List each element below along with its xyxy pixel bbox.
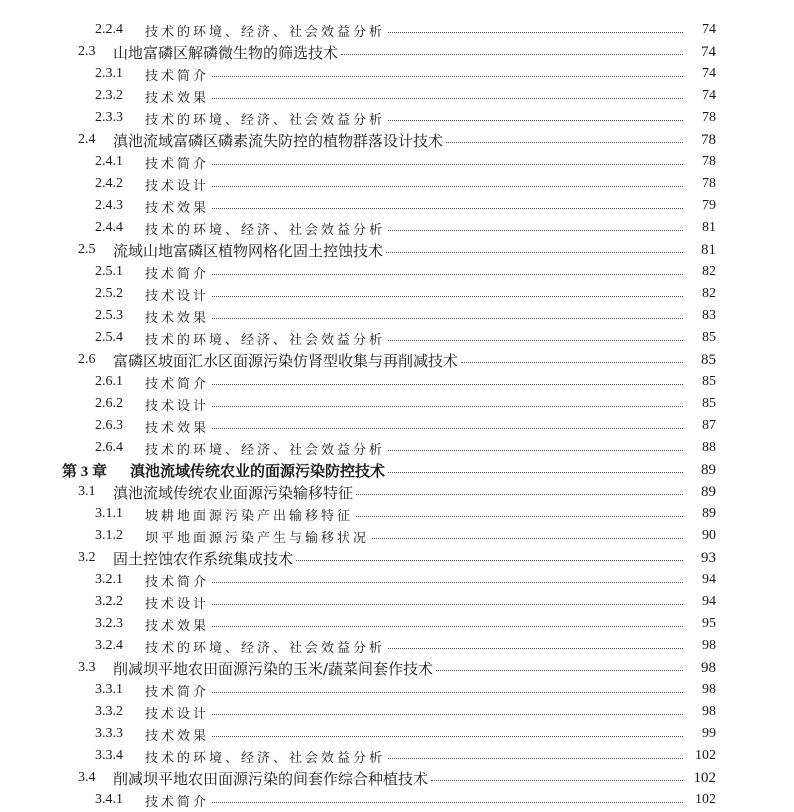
toc-entry-number: 3.3.3 [95,726,123,741]
dot-leader [296,560,683,561]
dot-leader [212,384,683,385]
dot-leader [388,648,683,649]
dot-leader [212,406,683,407]
toc-entry-number: 3.2.1 [95,572,123,587]
dot-leader [436,670,683,671]
dot-leader [446,142,683,143]
toc-entry-page: 82 [702,286,716,301]
toc-entry-page: 99 [702,726,716,741]
toc-entry-number: 2.5.3 [95,308,123,323]
toc-entry-title: 技术简介 [145,794,210,810]
toc-entry-number: 第 3 章 [62,463,108,480]
toc-entry-page: 74 [702,88,716,103]
toc-entry-title: 技术的环境、经济、社会效益分析 [145,222,386,238]
toc-subsection-entry[interactable] [0,371,794,393]
toc-entry-number: 3.1.2 [95,528,123,543]
toc-entry-title: 技术效果 [145,618,210,634]
toc-entry-number: 2.3.3 [95,110,123,125]
toc-subsection-entry[interactable] [0,525,794,547]
toc-entry-number: 2.4.2 [95,176,123,191]
toc-entry-title: 技术效果 [145,420,210,436]
toc-subsection-entry[interactable] [0,701,794,723]
toc-entry-page: 89 [701,461,716,478]
toc-entry-title: 技术效果 [145,200,210,216]
toc-entry-title: 技术的环境、经济、社会效益分析 [145,750,386,766]
toc-subsection-entry[interactable] [0,283,794,305]
toc-entry-page: 90 [702,528,716,543]
toc-entry-title: 技术简介 [145,68,210,84]
toc-entry-number: 2.5.4 [95,330,123,345]
toc-entry-title: 技术设计 [145,398,210,414]
toc-entry-page: 85 [702,396,716,411]
dot-leader [212,802,683,803]
toc-subsection-entry[interactable] [0,437,794,459]
toc-section-entry[interactable] [0,41,794,63]
toc-entry-title: 技术效果 [145,310,210,326]
dot-leader [212,318,683,319]
toc-entry-page: 88 [702,440,716,455]
toc-subsection-entry[interactable] [0,85,794,107]
toc-subsection-entry[interactable] [0,19,794,41]
toc-entry-number: 3.4.1 [95,792,123,807]
dot-leader [212,208,683,209]
dot-leader [212,76,683,77]
dot-leader [212,714,683,715]
toc-entry-number: 3.1.1 [95,506,123,521]
toc-entry-number: 2.3.1 [95,66,123,81]
toc-entry-number: 3.3 [78,660,96,675]
toc-subsection-entry[interactable] [0,613,794,635]
toc-section-entry[interactable] [0,349,794,371]
toc-entry-number: 2.5 [78,242,96,257]
toc-entry-title: 削减坝平地农田面源污染的间套作综合种植技术 [113,769,429,788]
toc-entry-number: 2.2.4 [95,22,123,37]
toc-entry-number: 2.5.1 [95,264,123,279]
toc-subsection-entry[interactable] [0,173,794,195]
toc-entry-page: 78 [702,110,716,125]
toc-entry-title: 技术的环境、经济、社会效益分析 [145,112,386,128]
toc-entry-number: 3.2.2 [95,594,123,609]
toc-entry-title: 滇池流域传统农业的面源污染防控技术 [130,461,386,480]
toc-section-entry[interactable] [0,129,794,151]
toc-entry-page: 85 [701,351,716,368]
toc-subsection-entry[interactable] [0,591,794,613]
toc-subsection-entry[interactable] [0,151,794,173]
toc-entry-title: 技术简介 [145,574,210,590]
toc-subsection-entry[interactable] [0,195,794,217]
toc-section-entry[interactable] [0,547,794,569]
toc-entry-number: 2.3.2 [95,88,123,103]
toc-entry-page: 93 [701,549,716,566]
toc-entry-title: 富磷区坡面汇水区面源污染仿肾型收集与再削减技术 [113,351,459,370]
toc-entry-page: 87 [702,418,716,433]
dot-leader [212,582,683,583]
dot-leader [212,692,683,693]
toc-entry-title: 技术效果 [145,728,210,744]
toc-entry-page: 78 [701,131,716,148]
toc-entry-title: 滇池流域富磷区磷素流失防控的植物群落设计技术 [113,131,444,150]
dot-leader [388,120,683,121]
toc-entry-number: 2.6.4 [95,440,123,455]
dot-leader [212,186,683,187]
toc-entry-page: 94 [702,594,716,609]
toc-entry-number: 3.2.4 [95,638,123,653]
dot-leader [461,362,683,363]
toc-entry-number: 3.3.4 [95,748,123,763]
toc-entry-page: 81 [701,241,716,258]
toc-entry-title: 技术简介 [145,684,210,700]
toc-entry-page: 98 [702,704,716,719]
toc-entry-title: 技术简介 [145,266,210,282]
dot-leader [212,736,683,737]
toc-entry-title: 技术简介 [145,156,210,172]
toc-entry-number: 2.6.2 [95,396,123,411]
toc-subsection-entry[interactable] [0,393,794,415]
toc-entry-number: 2.4.1 [95,154,123,169]
toc-entry-page: 74 [702,66,716,81]
toc-entry-number: 3.3.1 [95,682,123,697]
dot-leader [212,626,683,627]
toc-entry-title: 技术设计 [145,596,210,612]
toc-entry-page: 83 [702,308,716,323]
toc-entry-page: 78 [702,154,716,169]
dot-leader [388,340,683,341]
toc-entry-title: 山地富磷区解磷微生物的筛选技术 [113,43,339,62]
toc-section-entry[interactable] [0,767,794,789]
dot-leader [212,296,683,297]
dot-leader [388,32,683,33]
toc-entry-page: 74 [702,22,716,37]
toc-entry-title: 坡耕地面源污染产出输移特征 [145,508,354,524]
toc-entry-title: 技术的环境、经济、社会效益分析 [145,24,386,40]
toc-entry-page: 102 [695,792,716,807]
toc-entry-title: 技术设计 [145,178,210,194]
toc-section-entry[interactable] [0,239,794,261]
toc-subsection-entry[interactable] [0,503,794,525]
dot-leader [212,428,683,429]
toc-subsection-entry[interactable] [0,635,794,657]
dot-leader [372,538,683,539]
toc-entry-number: 2.6 [78,352,96,367]
toc-chapter-entry[interactable] [0,459,794,481]
toc-entry-title: 技术设计 [145,706,210,722]
dot-leader [388,758,683,759]
toc-entry-page: 74 [701,43,716,60]
dot-leader [212,98,683,99]
toc-entry-page: 94 [702,572,716,587]
toc-subsection-entry[interactable] [0,789,794,811]
toc-subsection-entry[interactable] [0,217,794,239]
toc-entry-page: 98 [701,659,716,676]
toc-entry-title: 技术简介 [145,376,210,392]
toc-entry-page: 102 [695,748,716,763]
toc-entry-number: 2.4.4 [95,220,123,235]
toc-entry-page: 98 [702,638,716,653]
toc-entry-title: 坝平地面源污染产生与输移状况 [145,530,370,546]
toc-entry-number: 2.4.3 [95,198,123,213]
toc-section-entry[interactable] [0,657,794,679]
toc-entry-number: 3.1 [78,484,96,499]
toc-entry-title: 技术的环境、经济、社会效益分析 [145,332,386,348]
dot-leader [356,494,683,495]
toc-subsection-entry[interactable] [0,327,794,349]
toc-entry-page: 82 [702,264,716,279]
toc-entry-page: 98 [702,682,716,697]
toc-entry-page: 85 [702,330,716,345]
dot-leader [212,604,683,605]
toc-subsection-entry[interactable] [0,723,794,745]
toc-entry-number: 2.6.3 [95,418,123,433]
toc-entry-page: 81 [702,220,716,235]
toc-entry-number: 2.6.1 [95,374,123,389]
toc-entry-title: 滇池流域传统农业面源污染输移特征 [113,483,354,502]
dot-leader [388,472,683,473]
toc-entry-page: 85 [702,374,716,389]
toc-entry-title: 流域山地富磷区植物网格化固土控蚀技术 [113,241,384,260]
toc-entry-number: 3.3.2 [95,704,123,719]
toc-entry-page: 95 [702,616,716,631]
toc-entry-title: 技术的环境、经济、社会效益分析 [145,640,386,656]
toc-subsection-entry[interactable] [0,261,794,283]
toc-entry-number: 2.5.2 [95,286,123,301]
toc-subsection-entry[interactable] [0,415,794,437]
toc-subsection-entry[interactable] [0,107,794,129]
toc-entry-title: 技术设计 [145,288,210,304]
toc-subsection-entry[interactable] [0,569,794,591]
toc-entry-number: 3.2.3 [95,616,123,631]
dot-leader [212,164,683,165]
toc-entry-page: 78 [702,176,716,191]
toc-entry-page: 79 [702,198,716,213]
toc-subsection-entry[interactable] [0,679,794,701]
dot-leader [212,274,683,275]
dot-leader [431,780,683,781]
dot-leader [341,54,683,55]
toc-entry-number: 3.4 [78,770,96,785]
toc-entry-title: 技术效果 [145,90,210,106]
toc-entry-title: 削减坝平地农田面源污染的玉米/蔬菜间套作技术 [113,659,434,678]
table-of-contents [0,19,794,811]
dot-leader [388,450,683,451]
toc-entry-page: 89 [702,506,716,521]
toc-section-entry[interactable] [0,481,794,503]
toc-subsection-entry[interactable] [0,305,794,327]
toc-entry-title: 固土控蚀农作系统集成技术 [113,549,294,568]
toc-entry-page: 89 [701,483,716,500]
dot-leader [356,516,683,517]
dot-leader [386,252,683,253]
toc-subsection-entry[interactable] [0,745,794,767]
toc-subsection-entry[interactable] [0,63,794,85]
toc-entry-title: 技术的环境、经济、社会效益分析 [145,442,386,458]
toc-entry-number: 2.3 [78,44,96,59]
toc-entry-number: 3.2 [78,550,96,565]
dot-leader [388,230,683,231]
toc-entry-page: 102 [693,769,716,786]
toc-entry-number: 2.4 [78,132,96,147]
